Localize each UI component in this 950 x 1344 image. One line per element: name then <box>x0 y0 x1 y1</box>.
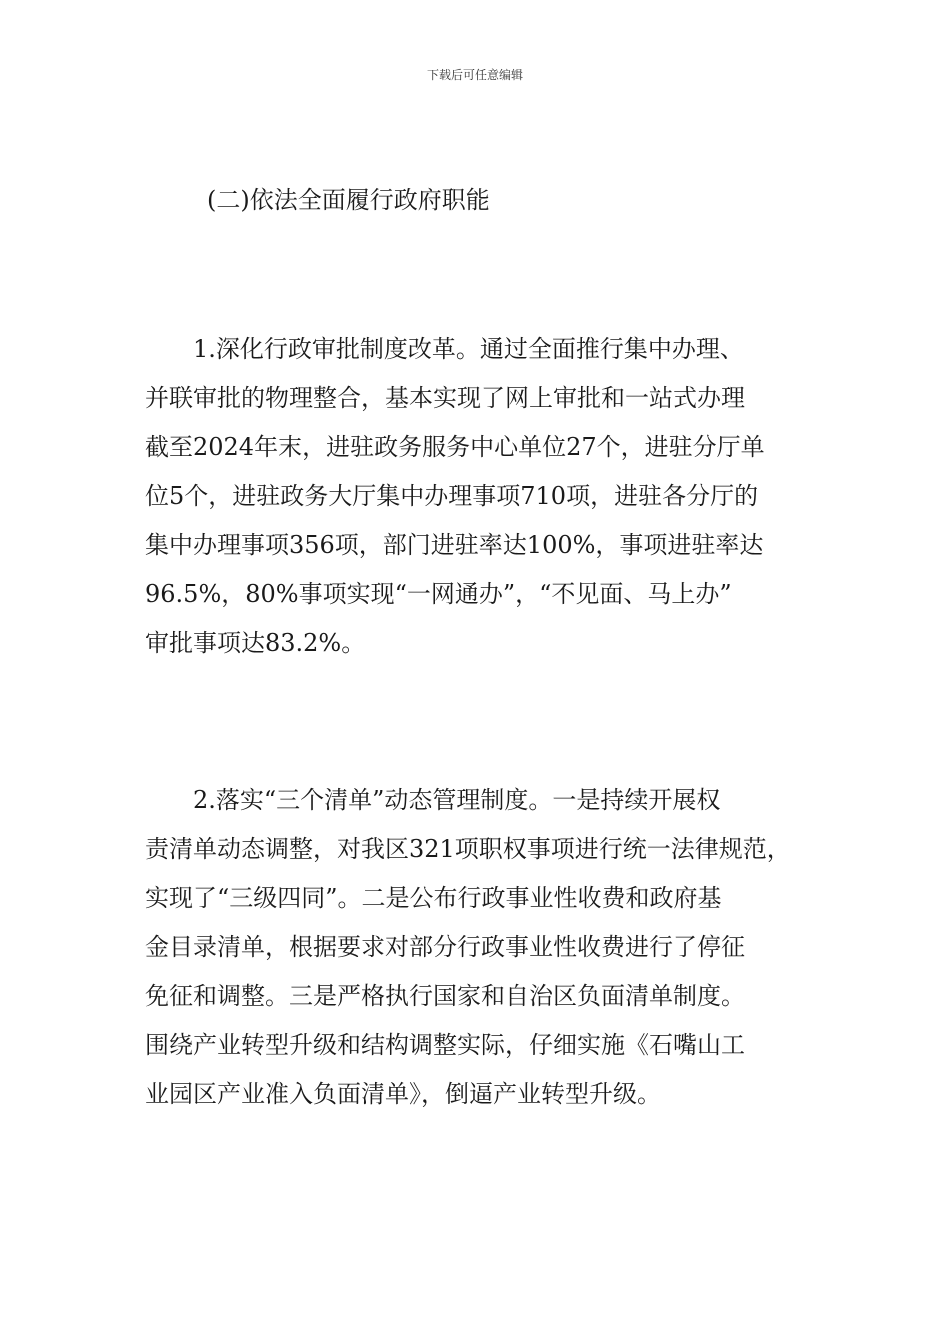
paragraph-line: 并联审批的物理整合，基本实现了网上审批和一站式办理 <box>145 384 745 412</box>
paragraph-line: 截至2024年末，进驻政务服务中心单位27个，进驻分厅单 <box>145 433 765 461</box>
header-text: 下载后可任意编辑 <box>426 68 523 82</box>
section-heading: (二)依法全面履行政府职能 <box>207 186 490 214</box>
paragraph-line: 业园区产业准入负面清单》，倒逼产业转型升级。 <box>145 1080 661 1108</box>
paragraph-line: 2.落实“三个清单”动态管理制度。一是持续开展权 <box>145 786 721 814</box>
paragraph-line: 位5个，进驻政务大厅集中办理事项710项，进驻各分厅的 <box>145 482 759 510</box>
paragraph-line: 责清单动态调整，对我区321项职权事项进行统一法律规范， <box>145 835 791 863</box>
page-header <box>0 66 950 83</box>
paragraph-line: 集中办理事项356项，部门进驻率达100%，事项进驻率达 <box>145 531 764 559</box>
paragraph-line: 96.5%，80%事项实现“一网通办”，“不见面、马上办” <box>145 580 732 608</box>
paragraph-line: 金目录清单，根据要求对部分行政事业性收费进行了停征 <box>145 933 745 961</box>
paragraph-line: 围绕产业转型升级和结构调整实际，仔细实施《石嘴山工 <box>145 1031 745 1059</box>
paragraph-three-lists-management <box>145 776 825 1119</box>
paragraph-line: 免征和调整。三是严格执行国家和自治区负面清单制度。 <box>145 982 745 1010</box>
paragraph-line: 1.深化行政审批制度改革。通过全面推行集中办理、 <box>145 335 744 363</box>
paragraph-line: 实现了“三级四同”。二是公布行政事业性收费和政府基 <box>145 884 722 912</box>
paragraph-line: 审批事项达83.2%。 <box>145 629 366 657</box>
paragraph-administrative-approval-reform <box>145 325 825 668</box>
